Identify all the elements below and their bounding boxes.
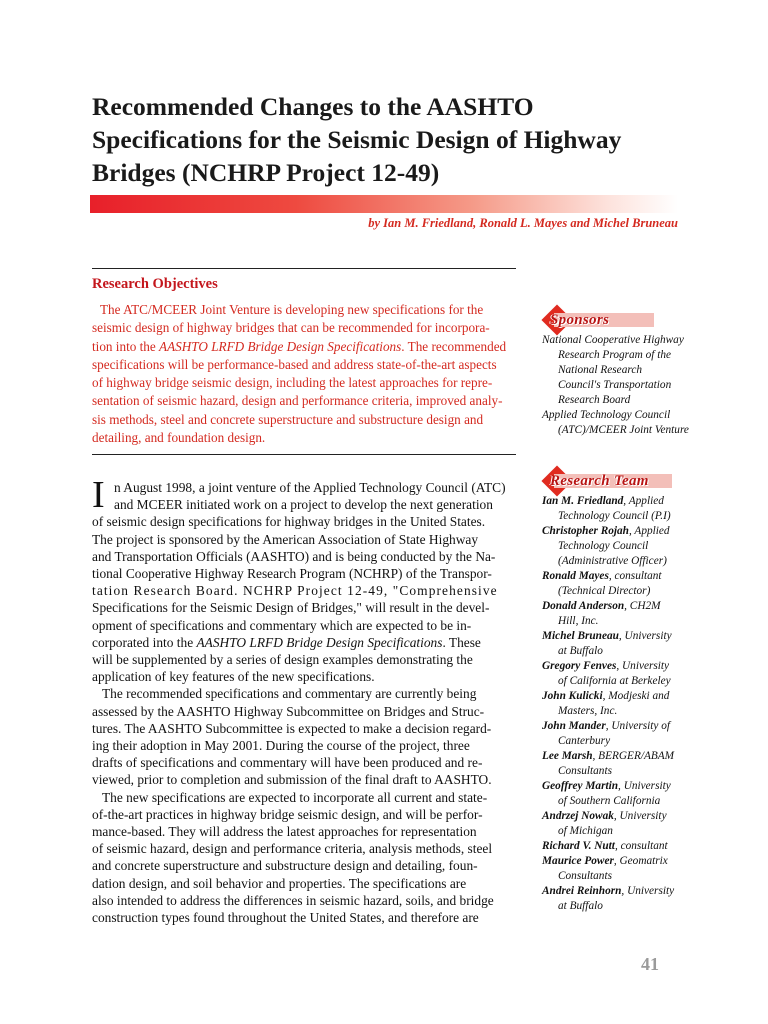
- team-member-name: Maurice Power: [542, 855, 614, 867]
- team-line: [542, 614, 692, 629]
- team-member-affiliation: Hill, Inc.: [558, 615, 599, 627]
- team-member-affiliation: (Technical Director): [558, 585, 651, 597]
- objectives-line: specifications will be performance-based and address state-of-the-art aspects: [92, 356, 497, 372]
- sponsor-line: National Cooperative Highway: [542, 334, 684, 346]
- team-member-name: Richard V. Nutt: [542, 840, 615, 852]
- body-line: tation Research Board. NCHRP Project 12-49, "Comprehensive: [92, 583, 498, 599]
- research-team-list: [542, 494, 692, 914]
- team-line: [542, 839, 692, 854]
- team-member-name: Ian M. Friedland: [542, 495, 624, 507]
- team-line: [542, 899, 692, 914]
- body-line: also intended to address the differences in seismic hazard, soils, and bridge: [92, 892, 494, 908]
- team-member-affiliation: of Southern California: [558, 795, 661, 807]
- team-line: [542, 674, 692, 689]
- team-member-affiliation: , CH2M: [624, 600, 661, 612]
- sponsor-line: National Research: [558, 364, 642, 376]
- team-line: [542, 719, 692, 734]
- body-line: mance-based. They will address the latest approaches for representation: [92, 824, 477, 840]
- research-team-heading-badge: [544, 470, 684, 492]
- team-line: [542, 869, 692, 884]
- team-member-affiliation: Consultants: [558, 765, 612, 777]
- team-line: [542, 884, 692, 899]
- team-line: [542, 794, 692, 809]
- byline: by Ian M. Friedland, Ronald L. Mayes and Michel Bruneau: [368, 216, 678, 230]
- title-gradient-bar: [90, 195, 678, 213]
- title-line: Recommended Changes to the AASHTO: [92, 92, 534, 121]
- team-member-affiliation: Canterbury: [558, 735, 611, 747]
- team-line: [542, 704, 692, 719]
- team-member-affiliation: at Buffalo: [558, 645, 603, 657]
- team-member-name: Andrzej Nowak: [542, 810, 614, 822]
- team-member-affiliation: , Modjeski and: [602, 690, 670, 702]
- body-line: application of key features of the new specifications.: [92, 669, 375, 685]
- body-line: n August 1998, a joint venture of the Applied Technology Council (ATC): [114, 480, 506, 495]
- sponsors-heading-badge: [544, 309, 674, 331]
- team-line: [542, 599, 692, 614]
- team-member-affiliation: Consultants: [558, 870, 612, 882]
- body-line: The project is sponsored by the American Association of State Highway: [92, 531, 479, 547]
- top-rule: [92, 268, 516, 269]
- body-line: and MCEER initiated work on a project to develop the next generation: [114, 497, 493, 513]
- objectives-line: tion into the AASHTO LRFD Bridge Design Specifications. The recommended: [92, 338, 507, 354]
- team-line: [542, 524, 692, 539]
- body-line: of seismic hazard, design and performance criteria, analysis methods, steel: [92, 841, 493, 857]
- page-number: 41: [641, 954, 659, 974]
- team-member-affiliation: , University of: [605, 720, 671, 732]
- team-member-affiliation: , University: [618, 630, 672, 642]
- team-line: [542, 584, 692, 599]
- team-line: [542, 779, 692, 794]
- body-line: of-the-art practices in highway bridge seismic design, and will be perfor-: [92, 806, 483, 822]
- team-line: [542, 734, 692, 749]
- research-team-heading: Research Team: [550, 472, 649, 489]
- body-line: drafts of specifications and commentary will have been produced and re-: [92, 755, 483, 771]
- team-member-name: Donald Anderson: [542, 600, 625, 612]
- team-member-affiliation: of California at Berkeley: [558, 675, 671, 687]
- team-member-affiliation: of Michigan: [558, 825, 613, 837]
- sponsors-heading: Sponsors: [550, 311, 610, 328]
- objectives-bottom-rule: [92, 454, 516, 455]
- body-line: opment of specifications and commentary which are expected to be in-: [92, 617, 472, 633]
- objectives-line-italic: AASHTO LRFD Bridge Design Specifications: [159, 338, 402, 354]
- body-line: corporated into the AASHTO LRFD Bridge Design Specifications. These: [92, 634, 481, 650]
- team-member-name: Andrei Reinhorn: [542, 885, 622, 897]
- team-member-affiliation: Technology Council: [558, 540, 649, 552]
- body-line: dation design, and soil behavior and properties. The specifications are: [92, 875, 467, 891]
- body-line: Specifications for the Seismic Design of Bridges," will result in the devel-: [92, 600, 490, 616]
- objectives-line: of highway bridge seismic design, including the latest approaches for repre-: [92, 375, 493, 391]
- team-line: [542, 764, 692, 779]
- objectives-line: detailing, and foundation design.: [92, 430, 266, 446]
- team-member-affiliation: , BERGER/ABAM: [592, 750, 675, 762]
- objectives-line: sis methods, steel and concrete superstructure and substructure design and: [92, 411, 484, 427]
- team-line: [542, 824, 692, 839]
- team-member-affiliation: , University: [613, 810, 667, 822]
- objectives-line: seismic design of highway bridges that can be recommended for incorpora-: [92, 320, 490, 336]
- body-line: tional Cooperative Highway Research Program (NCHRP) of the Transpor-: [92, 566, 492, 582]
- team-member-affiliation: (Administrative Officer): [558, 555, 667, 567]
- body-line: The new specifications are expected to incorporate all current and state-: [102, 789, 488, 805]
- team-member-name: Gregory Fenves: [542, 660, 617, 672]
- team-member-affiliation: , University: [621, 885, 675, 897]
- sponsor-line: (ATC)/MCEER Joint Venture: [558, 424, 689, 436]
- team-line: [542, 554, 692, 569]
- body-line: ing their adoption in May 2001. During the course of the project, three: [92, 738, 470, 754]
- team-line: [542, 509, 692, 524]
- body-line: viewed, prior to completion and submission of the final draft to AASHTO.: [92, 772, 492, 788]
- body-line: The recommended specifications and commentary are currently being: [102, 686, 477, 702]
- body-text: [92, 479, 518, 926]
- title-line: Specifications for the Seismic Design of Highway: [92, 125, 622, 154]
- body-line: construction types found throughout the United States, and therefore are: [92, 910, 479, 926]
- team-line: [542, 689, 692, 704]
- team-member-affiliation: at Buffalo: [558, 900, 603, 912]
- title-line: Bridges (NCHRP Project 12-49): [92, 158, 440, 187]
- team-line: [542, 809, 692, 824]
- team-member-affiliation: , Applied: [628, 525, 670, 537]
- body-line: of seismic design specifications for highway bridges in the United States.: [92, 514, 486, 530]
- page-title: [92, 90, 692, 189]
- team-member-name: Michel Bruneau: [542, 630, 619, 642]
- team-member-affiliation: , consultant: [614, 840, 668, 852]
- team-member-name: Geoffrey Martin: [542, 780, 619, 792]
- team-line: [542, 644, 692, 659]
- team-line: [542, 854, 692, 869]
- research-objectives-heading: Research Objectives: [92, 276, 218, 292]
- team-line: [542, 569, 692, 584]
- team-member-affiliation: , consultant: [608, 570, 662, 582]
- body-line: tures. The AASHTO Subcommittee is expected to make a decision regard-: [92, 720, 492, 736]
- body-line: assessed by the AASHTO Highway Subcommittee on Bridges and Struc-: [92, 703, 485, 719]
- team-member-name: John Mander: [542, 720, 606, 732]
- team-member-affiliation: , Geomatrix: [613, 855, 668, 867]
- team-member-name: Lee Marsh: [542, 750, 593, 762]
- sponsor-line: Research Program of the: [558, 349, 672, 361]
- research-objectives-text: [92, 301, 518, 447]
- team-line: [542, 494, 692, 509]
- body-line: and Transportation Officials (AASHTO) and is being conducted by the Na-: [92, 548, 496, 564]
- team-member-name: Ronald Mayes: [542, 570, 609, 582]
- team-line: [542, 749, 692, 764]
- team-member-affiliation: Masters, Inc.: [558, 705, 618, 717]
- body-line-italic: AASHTO LRFD Bridge Design Specifications: [196, 634, 443, 650]
- team-member-affiliation: , University: [618, 780, 671, 792]
- sponsors-list: [542, 333, 692, 438]
- objectives-line: sentation of seismic hazard, design and performance criteria, improved analy-: [92, 393, 503, 409]
- team-member-name: Christopher Rojah: [542, 525, 629, 537]
- body-line: will be supplemented by a series of design examples demonstrating the: [92, 652, 473, 668]
- team-member-affiliation: Technology Council (P.I): [558, 510, 671, 522]
- drop-cap: I: [92, 474, 105, 516]
- team-line: [542, 659, 692, 674]
- body-line: and concrete superstructure and substructure design and detailing, foun-: [92, 858, 478, 874]
- team-member-affiliation: , Applied: [623, 495, 664, 507]
- team-member-affiliation: , University: [616, 660, 670, 672]
- sponsor-line: Applied Technology Council: [542, 409, 671, 421]
- team-member-name: John Kulicki: [542, 690, 603, 702]
- team-line: [542, 539, 692, 554]
- sponsor-line: Research Board: [558, 394, 631, 406]
- sponsor-line: Council's Transportation: [558, 379, 672, 391]
- objectives-line: The ATC/MCEER Joint Venture is developing new specifications for the: [100, 302, 484, 317]
- team-line: [542, 629, 692, 644]
